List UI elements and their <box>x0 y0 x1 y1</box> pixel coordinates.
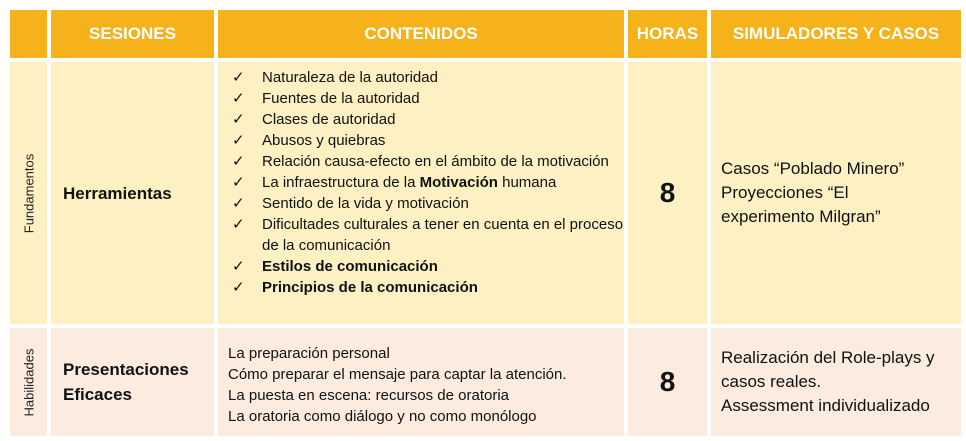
header-corner <box>8 8 49 60</box>
contents-herramientas <box>216 60 626 326</box>
checklist-item <box>218 277 624 298</box>
checklist-item-text: La infraestructura de la Motivación humana <box>262 174 557 191</box>
checklist-item <box>218 130 624 151</box>
check-icon: ✓ <box>232 174 245 191</box>
session-title: Herramientas <box>63 183 172 203</box>
session-title-line: Eficaces <box>63 385 132 404</box>
category-label: Fundamentos <box>21 153 36 233</box>
checklist-item-text: Principios de la comunicación <box>262 279 478 296</box>
check-icon: ✓ <box>232 279 245 296</box>
contents-checklist <box>218 62 624 298</box>
sessions-table <box>8 8 963 438</box>
check-icon: ✓ <box>232 258 245 275</box>
list-item: Cómo preparar el mensaje para captar la atención. <box>228 366 567 383</box>
simulator-line: experimento Milgran” <box>721 207 881 226</box>
checklist-item <box>218 67 624 88</box>
checklist-item-text: Sentido de la vida y motivación <box>262 195 469 212</box>
checklist-item <box>218 193 624 214</box>
simulators-presentaciones <box>709 326 963 438</box>
checklist-item <box>218 109 624 130</box>
simulator-line: Assessment individualizado <box>721 396 930 415</box>
checklist-item <box>218 214 624 256</box>
check-icon: ✓ <box>232 90 245 107</box>
list-item: La oratoria como diálogo y no como monólogo <box>228 408 537 425</box>
emphasis-text: Motivación <box>419 174 498 191</box>
checklist-item-text: Dificultades culturales a tener en cuenta en el proceso de la comunicación <box>262 216 624 254</box>
category-fundamentos <box>8 60 49 326</box>
checklist-item-text: Fuentes de la autoridad <box>262 90 420 107</box>
session-title-line: Presentaciones <box>63 360 189 379</box>
hours-herramientas <box>626 60 709 326</box>
hours-presentaciones <box>626 326 709 438</box>
checklist-item <box>218 172 624 193</box>
simulator-line: Proyecciones “El <box>721 183 849 202</box>
checklist-item <box>218 88 624 109</box>
list-item: La puesta en escena: recursos de oratoria <box>228 387 510 404</box>
checklist-item <box>218 151 624 172</box>
checklist-item-text: Relación causa-efecto en el ámbito de la motivación <box>262 153 609 170</box>
session-herramientas <box>49 60 216 326</box>
list-item: La preparación personal <box>228 345 390 362</box>
category-habilidades <box>8 326 49 438</box>
contents-list <box>218 328 624 427</box>
check-icon: ✓ <box>232 132 245 149</box>
check-icon: ✓ <box>232 111 245 128</box>
header-contenidos: CONTENIDOS <box>216 8 626 60</box>
category-label: Habilidades <box>21 348 36 416</box>
header-sesiones: SESIONES <box>49 8 216 60</box>
simulator-line: casos reales. <box>721 372 822 391</box>
checklist-item-text: Naturaleza de la autoridad <box>262 69 438 86</box>
header-horas: HORAS <box>626 8 709 60</box>
header-simuladores: SIMULADORES Y CASOS <box>709 8 963 60</box>
checklist-item-text: Estilos de comunicación <box>262 258 438 275</box>
contents-presentaciones <box>216 326 626 438</box>
checklist-item-text: Clases de autoridad <box>262 111 396 128</box>
hours-value: 8 <box>659 177 676 208</box>
session-presentaciones <box>49 326 216 438</box>
simulators-herramientas <box>709 60 963 326</box>
check-icon: ✓ <box>232 216 245 233</box>
check-icon: ✓ <box>232 69 245 86</box>
check-icon: ✓ <box>232 195 245 212</box>
checklist-item-text: Abusos y quiebras <box>262 132 386 149</box>
simulator-line: Realización del Role-plays y <box>721 348 935 367</box>
check-icon: ✓ <box>232 153 245 170</box>
hours-value: 8 <box>659 366 676 397</box>
checklist-item <box>218 256 624 277</box>
simulator-line: Casos “Poblado Minero” <box>721 159 905 178</box>
